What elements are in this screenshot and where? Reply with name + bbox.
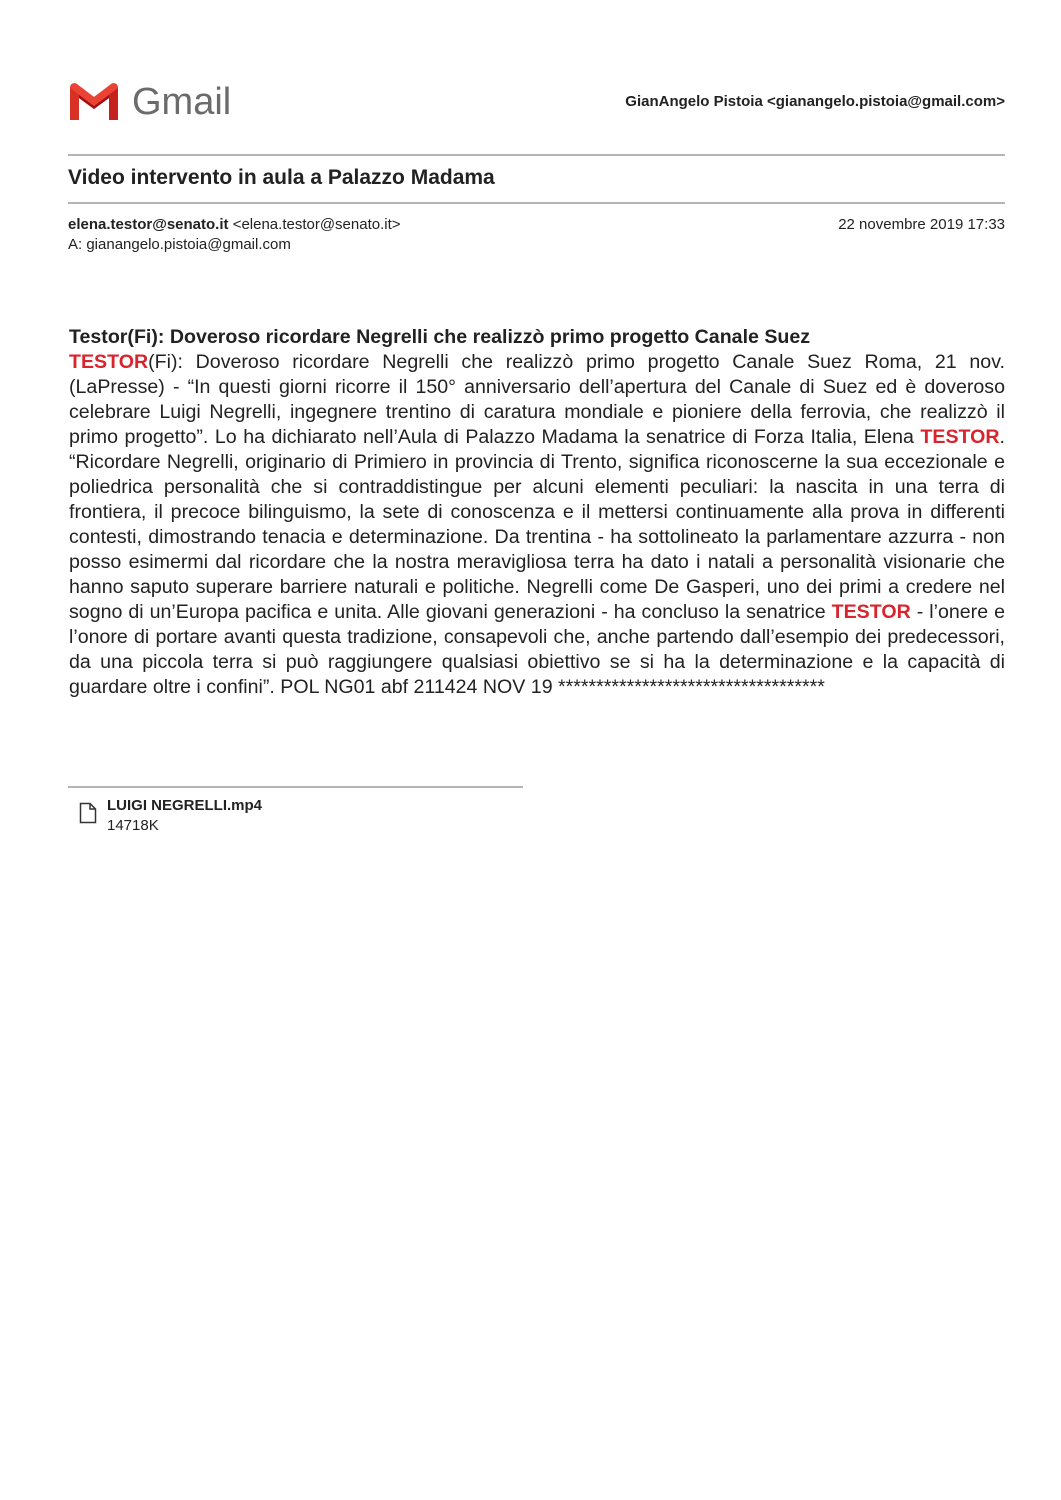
email-meta (68, 215, 1005, 255)
email-subject: Video intervento in aula a Palazzo Madama (68, 166, 495, 189)
body-headline: Testor(Fi): Doveroso ricordare Negrelli che realizzò primo progetto Canale Suez (69, 326, 811, 348)
brand-name: Gmail (132, 81, 232, 123)
gmail-logo[interactable] (68, 80, 231, 124)
body-segment: (Fi): Doveroso ricordare Negrelli che realizzò primo progetto Canale Suez Roma, 21 nov. (LaPresse) - “In questi giorni ricorre il 150° anniversario dell’apertura del Canale di Suez ed è doveroso celebrare Luigi Negrelli, ingegnere trentino di caratura mondiale e pioniere della ferrovia, che realizzò il primo progetto”. Lo ha dichiarato nell’Aula di Palazzo Madama la senatrice di Forza Italia, Elena (69, 351, 1005, 448)
account-identity: GianAngelo Pistoia <gianangelo.pistoia@gmail.com> (625, 93, 1005, 110)
attachment-name[interactable]: LUIGI NEGRELLI.mp4 (107, 797, 263, 814)
header-divider (68, 154, 1005, 156)
file-icon (79, 802, 97, 824)
body-segment: - l’onere e l’onore di portare avanti questa tradizione, consapevoli che, anche partendo dall’esempio dei predecessori, da una piccola terra si può raggiungere qualsiasi obiettivo se si ha la determinazione e la capacità di guardare oltre i confini”. POL NG01 abf 211424 NOV 19 *********************************** (69, 601, 1005, 698)
gmail-logo-icon (68, 82, 120, 122)
body-segment: . “Ricordare Negrelli, originario di Primiero in provincia di Trento, significa riconoscerne la sua eccezionale e poliedrica personalità che si contraddistingue per alcuni elementi peculiari: la nascita in una terra di frontiera, il precoce bilinguismo, la sete di conoscenza e il mettersi continuamente alla prova in differenti contesti, dimostrando tenacia e determinazione. Da trentina - ha sottolineato la parlamentare azzurra - non posso esimermi dal ricordare che la nostra meravigliosa terra ha dato i natali a personalità visionarie che hanno saputo superare barriere naturali e politiche. Negrelli come De Gasperi, uno dei primi a credere nel sogno di un’Europa pacifica e unita. Alle giovani generazioni - ha concluso la senatrice (69, 426, 1005, 623)
from-line (68, 215, 1005, 235)
sender-bracket: <elena.testor@senato.it> (232, 216, 401, 233)
sender-address[interactable]: elena.testor@senato.it (68, 216, 229, 233)
highlight-name: TESTOR (920, 426, 1000, 448)
attachment-info (107, 796, 262, 836)
email-date: 22 novembre 2019 17:33 (838, 216, 1005, 233)
gmail-header (68, 80, 1005, 128)
to-line: A: gianangelo.pistoia@gmail.com (68, 236, 291, 253)
attachment-divider (68, 786, 523, 788)
highlight-name: TESTOR (69, 351, 149, 373)
email-body (69, 325, 1005, 700)
attachment-size: 14718K (107, 817, 159, 834)
attachment[interactable] (79, 796, 262, 836)
highlight-name: TESTOR (831, 601, 911, 623)
subject-divider (68, 202, 1005, 204)
